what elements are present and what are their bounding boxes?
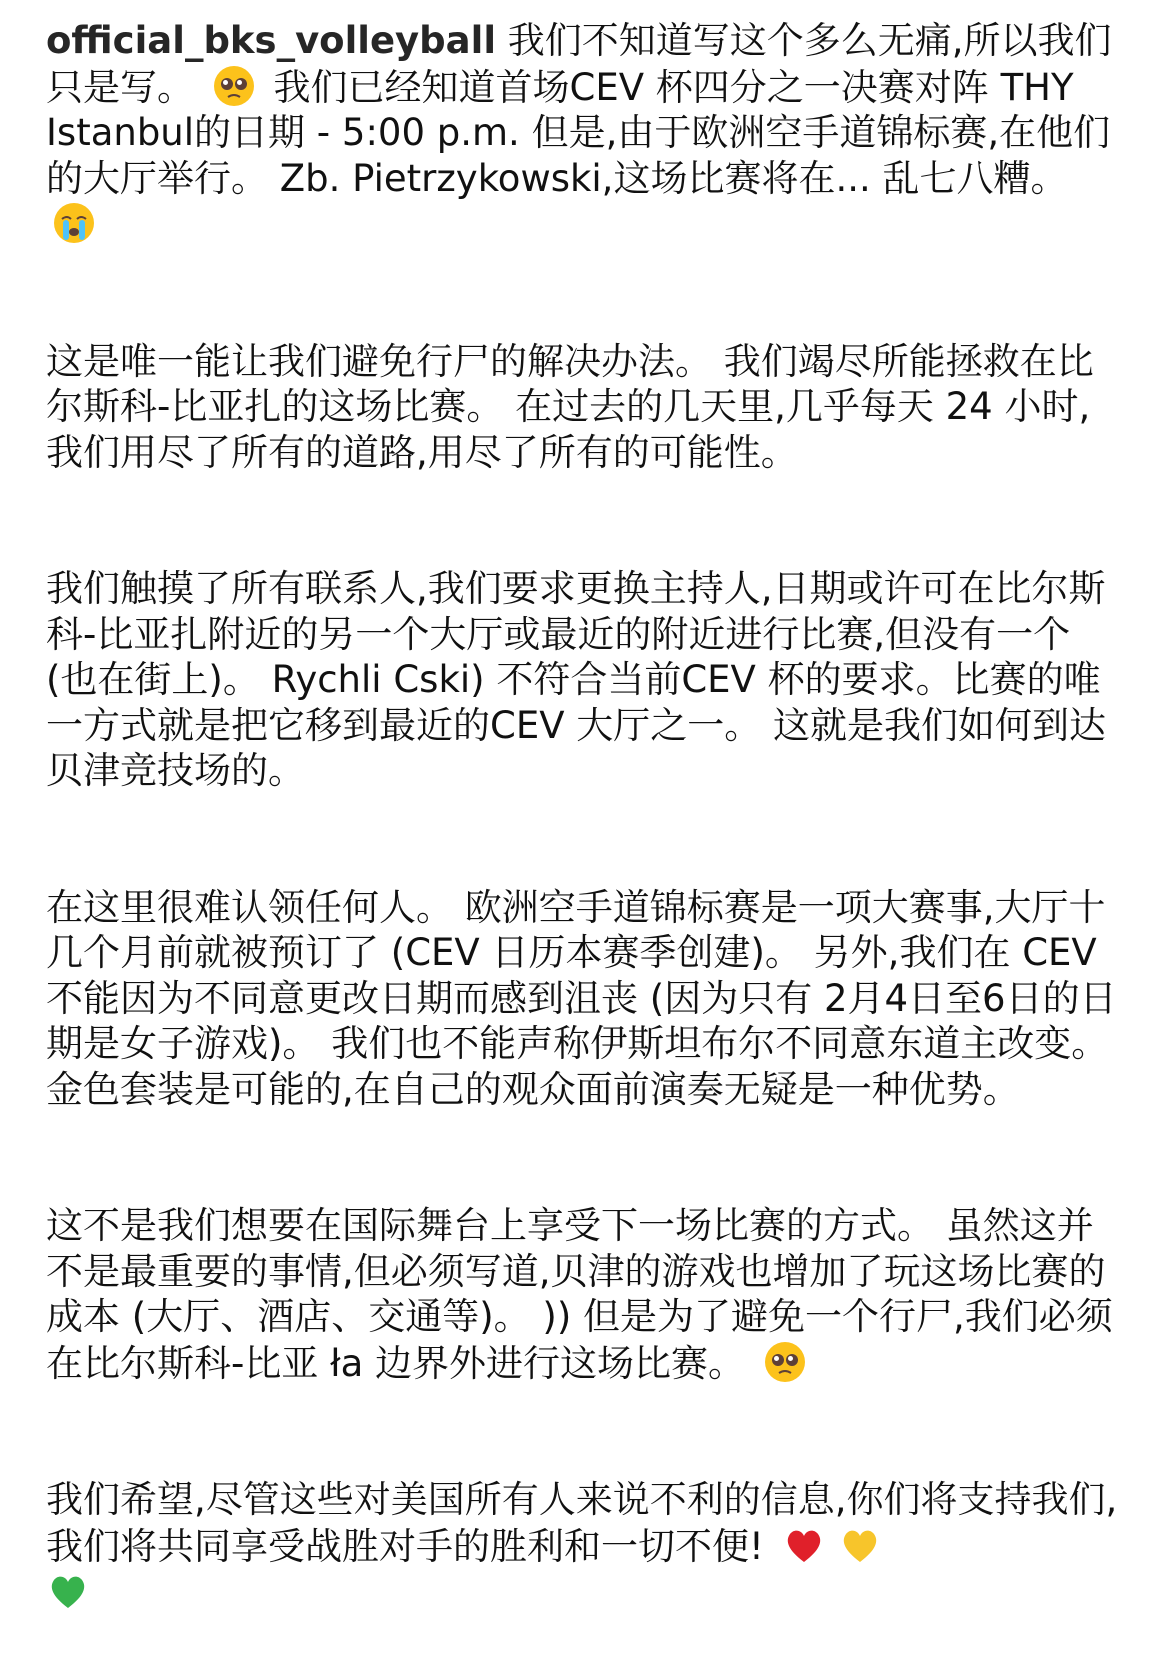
caption-text: 我们不知道写这个多么无痛,所以我们只是写。 [46,19,1112,109]
yellow-heart-emoji [838,1523,882,1567]
caption-paragraph-6 [46,1477,1126,1616]
red-heart-emoji [782,1523,826,1567]
caption-text: 这不是我们想要在国际舞台上享受下一场比赛的方式。 虽然这并不是最重要的事情,但必须写道,贝津的游戏也增加了玩这场比赛的成本 (大厅、酒店、交通等)。 )) 但是为了避免一个行尸,我们必须在比尔斯科-比亚 ła 边界外进行这场比赛。 [46,1204,1113,1385]
post-caption [46,18,1126,1616]
caption-paragraph-5 [46,1203,1126,1386]
caption-paragraph-2 [46,339,1126,476]
caption-text: 我们已经知道首场CEV 杯四分之一决赛对阵 THY Istanbul的日期 - 5:00 p.m. 但是,由于欧洲空手道锦标赛,在他们的大厅举行。 Zb. Pietrzykowski,这场比赛将在... 乱七八糟。 [46,65,1111,200]
green-heart-emoji [46,1569,90,1613]
caption-text: 我们希望,尽管这些对美国所有人来说不利的信息,你们将支持我们,我们将共同享受战胜对手的胜利和一切不便! [46,1478,1118,1568]
username-link[interactable]: official_bks_volleyball [46,19,496,62]
caption-paragraph-1 [46,18,1126,248]
loudly-crying-face-emoji [52,201,96,245]
caption-paragraph-4 [46,885,1126,1113]
caption-text: 这是唯一能让我们避免行尸的解决办法。 我们竭尽所能拯救在比尔斯科-比亚扎的这场比赛。 在过去的几天里,几乎每天 24 小时,我们用尽了所有的道路,用尽了所有的可能性。 [46,339,1094,474]
pleading-face-emoji [212,64,256,108]
caption-paragraph-3 [46,566,1126,794]
pleading-face-emoji [763,1340,807,1384]
caption-text: 在这里很难认领任何人。 欧洲空手道锦标赛是一项大赛事,大厅十几个月前就被预订了 (CEV 日历本赛季创建)。 另外,我们在 CEV 不能因为不同意更改日期而感到沮丧 (因为只有 2月4日至6日的日期是女子游戏)。 我们也不能声称伊斯坦布尔不同意东道主改变。 金色套装是可能的,在自己的观众面前演奏无疑是一种优势。 [46,885,1117,1111]
caption-text: 我们触摸了所有联系人,我们要求更换主持人,日期或许可在比尔斯科-比亚扎附近的另一个大厅或最近的附近进行比赛,但没有一个 (也在街上)。 Rychli Cski) 不符合当前CEV 杯的要求。比赛的唯一方式就是把它移到最近的CEV 大厅之一。 这就是我们如何到达贝津竞技场的。 [46,567,1107,792]
